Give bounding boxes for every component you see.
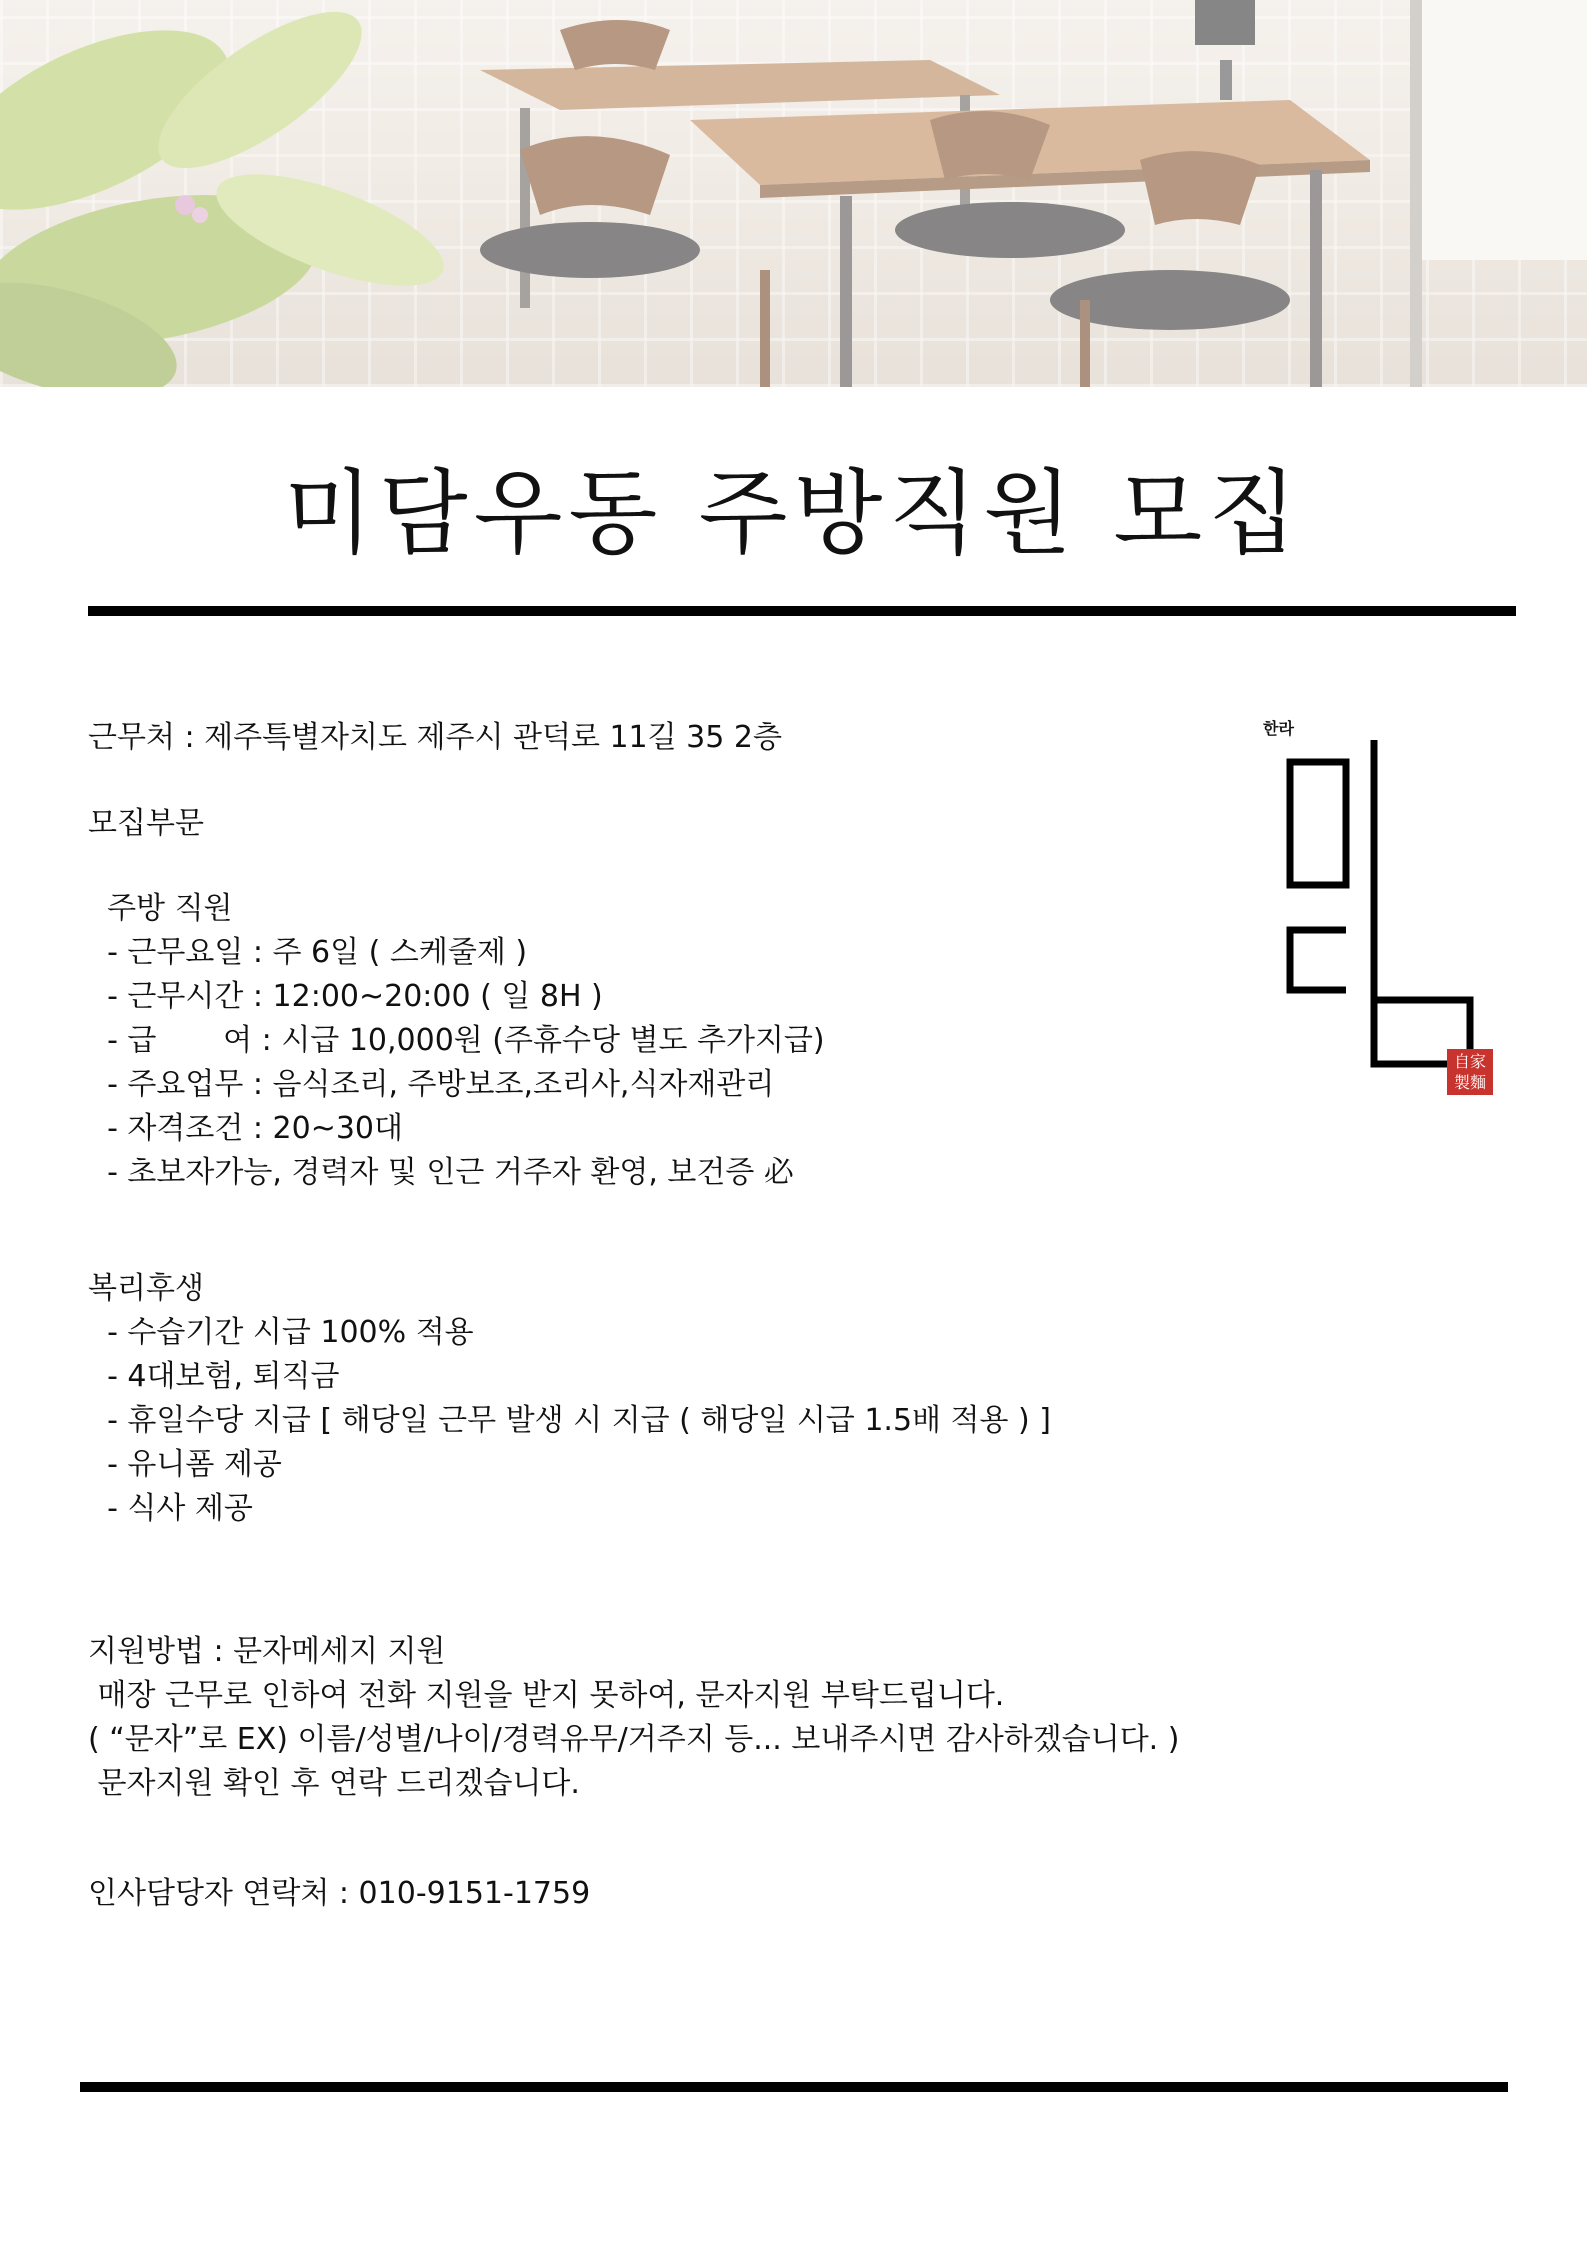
footer-divider — [80, 2082, 1508, 2092]
recruit-item: - 근무요일 : 주 6일 ( 스케줄제 ) — [88, 935, 528, 970]
page-title: 미담우동 주방직원 모집 — [283, 460, 1304, 567]
title-divider — [88, 606, 1516, 616]
benefit-item: - 식사 제공 — [88, 1491, 253, 1526]
apply-note: 문자지원 확인 후 연락 드리겠습니다. — [88, 1766, 580, 1801]
recruit-item: - 근무시간 : 12:00~20:00 ( 일 8H ) — [88, 979, 603, 1014]
seal-stamp: 自家 製麵 — [1447, 1049, 1493, 1095]
recruit-item: - 주요업무 : 음식조리, 주방보조,조리사,식자재관리 — [88, 1067, 775, 1102]
recruit-item: - 급 여 : 시급 10,000원 (주휴수당 별도 추가지급) — [88, 1023, 825, 1058]
contact-phone: 인사담당자 연락처 : 010-9151-1759 — [88, 1876, 591, 1911]
workplace-address: 근무처 : 제주특별자치도 제주시 관덕로 11길 35 2층 — [88, 720, 782, 755]
photo-wash — [0, 0, 1587, 387]
recruit-position: 주방 직원 — [88, 891, 233, 926]
header-photo — [0, 0, 1587, 387]
apply-method: 지원방법 : 문자메세지 지원 — [88, 1634, 446, 1669]
apply-note: ( “문자”로 EX) 이름/성별/나이/경력유무/거주지 등... 보내주시면 감사하겠습니다. ) — [88, 1722, 1180, 1757]
benefit-item: - 휴일수당 지급 [ 해당일 근무 발생 시 지급 ( 해당일 시급 1.5배 적용 ) ] — [88, 1403, 1051, 1438]
recruit-item: - 자격조건 : 20~30대 — [88, 1111, 403, 1146]
apply-note: 매장 근무로 인하여 전화 지원을 받지 못하여, 문자지원 부탁드립니다. — [88, 1678, 1005, 1713]
benefit-item: - 4대보험, 퇴직금 — [88, 1359, 340, 1394]
recruit-heading: 모집부문 — [88, 806, 204, 841]
benefits-heading: 복리후생 — [88, 1271, 204, 1306]
logo-small-text: 한라 — [1263, 719, 1294, 738]
benefit-item: - 수습기간 시급 100% 적용 — [88, 1315, 474, 1350]
benefit-item: - 유니폼 제공 — [88, 1447, 282, 1482]
recruit-item: - 초보자가능, 경력자 및 인근 거주자 환영, 보건증 必 — [88, 1155, 794, 1190]
